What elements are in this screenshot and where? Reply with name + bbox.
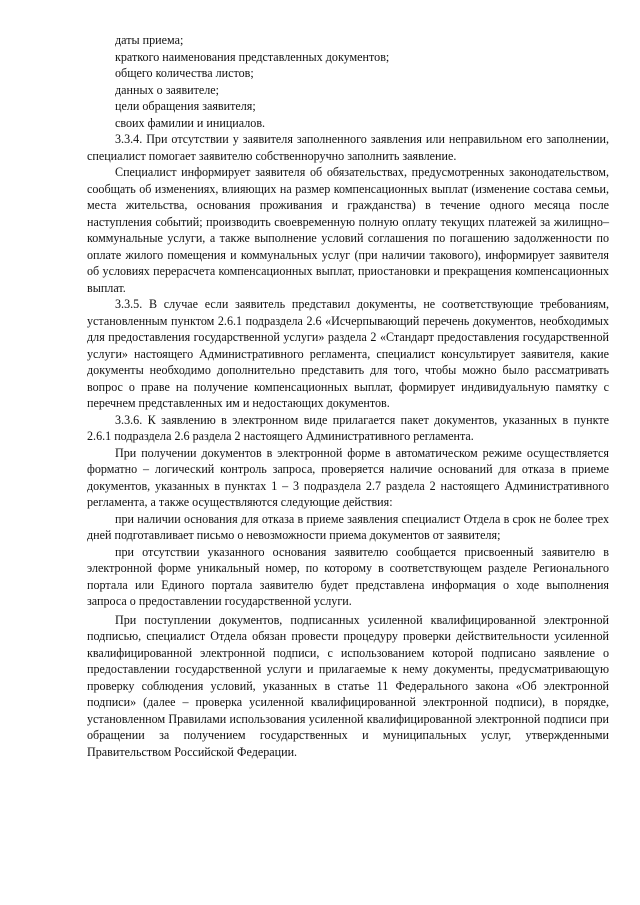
paragraph-3-3-4: 3.3.4. При отсутствии у заявителя заполненного заявления или неправильном его заполнении, специалист помогает заявителю собственноручно заполнить заявление. <box>87 132 609 163</box>
paragraph-refusal-grounds: при наличии основания для отказа в приеме заявления специалист Отдела в срок не более трех дней подготавливает письмо о невозможности приема документов от заявителя; <box>87 511 609 542</box>
paragraph-electronic-receipt: При получении документов в электронной форме в автоматическом режиме осуществляется форматно – логический контроль запроса, проверяется наличие оснований для отказа в приеме документов, указанных в пунктах 1 – 3 подраздела 2.7 раздела 2 настоящего Административного регламента, а также осуществляются следующие действия: <box>87 445 609 509</box>
paragraph-specialist-informs: Специалист информирует заявителя об обязательствах, предусмотренных законодательством, сообщать об изменениях, влияющих на размер компенсационных выплат (изменение состава семьи, места жительства, основания проживания и гражданства) в течение одного месяца после наступления событий; производить своевременную полную оплату текущих платежей за жилищно–коммунальные услуги, а также выполнение условий соглашения по погашению задолженности по оплате жилого помещения и коммунальных услуг (при наличии такового), информирует заявителя об условиях перерасчета компенсационных выплат, приостановки и прекращения компенсационных выплат. <box>87 165 609 295</box>
list-item-documents-name: краткого наименования представленных документов; <box>115 49 390 64</box>
list-item-initials: своих фамилии и инициалов. <box>115 115 266 130</box>
list-item-date: даты приема; <box>115 33 184 47</box>
paragraph-3-3-6: 3.3.6. К заявлению в электронном виде прилагается пакет документов, указанных в пункте 2.6.1 подраздела 2.6 раздела 2 настоящего Административного регламента. <box>87 412 609 443</box>
paragraph-signature-check: При поступлении документов, подписанных усиленной квалифицированной электронной подписью, специалист Отдела обязан провести процедуру проверки действительности усиленной квалифицированной электронной подписи, с использованием которой подписано заявление о предоставлении государственной услуги и прилагаемые к нему документы, предусматривающую проверку соблюдения условий, указанных в статье 11 Федерального закона «Об электронной подписи» (далее – проверка усиленной квалифицированной электронной подписи), в порядке, установленном Правилами использования усиленной квалифицированной электронной подписи при обращении за получением государственных и муниципальных услуг, утвержденными Правительством Российской Федерации. <box>87 612 609 759</box>
document-body <box>87 32 609 760</box>
paragraph-no-grounds: при отсутствии указанного основания заявителю сообщается присвоенный заявителю в электронной форме уникальный номер, по которому в соответствующем разделе Регионального портала или Единого портала заявителю будет представлена информация о ходе выполнения запроса о предоставлении государственной услуги. <box>87 544 609 608</box>
list-item-applicant-data: данных о заявителе; <box>115 82 220 97</box>
paragraph-3-3-5: 3.3.5. В случае если заявитель представил документы, не соответствующие требованиям, установленным пунктом 2.6.1 подраздела 2.6 «Исчерпывающий перечень документов, необходимых для предоставления государственной услуги» раздела 2 «Стандарт предоставления государственной услуги» настоящего Административного регламента, специалист консультирует заявителя, какие документы необходимо дополнительно представить для того, чтобы можно было рассматривать вопрос о праве на получение компенсационных выплат, формирует индивидуальную памятку с перечнем представленных им и недостающих документов. <box>87 297 609 410</box>
list-item-purpose: цели обращения заявителя; <box>115 99 256 113</box>
list-item-sheet-count: общего количества листов; <box>115 66 254 80</box>
